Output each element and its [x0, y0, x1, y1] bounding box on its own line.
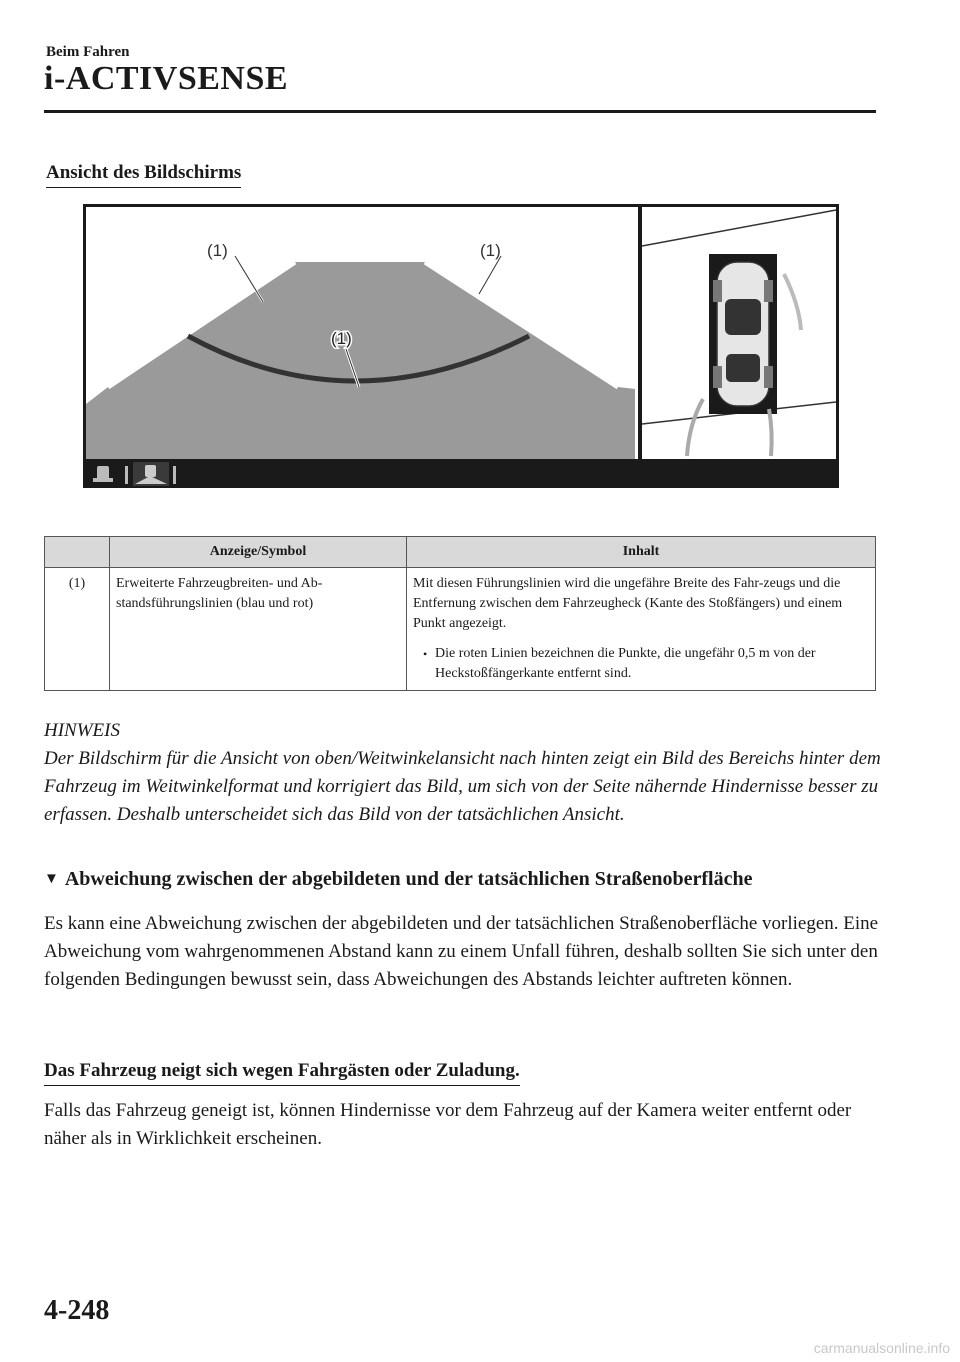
row-bullet-text: Die roten Linien bezeichnen die Punkte, die ungefähr 0,5 m von der Heckstoßfängerkante entfernt sind.	[435, 646, 816, 681]
condition-body: Falls das Fahrzeug geneigt ist, können Hindernisse vor dem Fahrzeug auf der Kamera weiter entfernt oder näher als in Wirklichkeit erscheinen.	[44, 1100, 852, 1149]
table-header-row	[45, 537, 876, 568]
callout-label-left: (1)	[207, 241, 228, 260]
chapter-title: i-ACTIVSENSE	[44, 60, 289, 97]
table-header-content: Inhalt	[407, 537, 876, 568]
triangle-down-icon: ▼	[44, 871, 59, 887]
header-rule	[44, 110, 876, 113]
car-top-icon	[709, 254, 777, 414]
table-header-symbol: Anzeige/Symbol	[110, 537, 407, 568]
row-content-cell	[407, 568, 876, 691]
bullet-dot-icon: •	[423, 647, 428, 661]
callout-label-center: (1)	[331, 329, 352, 348]
page-number: 4-248	[44, 1295, 110, 1326]
subsection-title: Abweichung zwischen der abgebildeten und der tatsächlichen Straßenoberfläche	[64, 868, 753, 890]
table-row	[45, 568, 876, 691]
watermark: carmanualsonline.info	[813, 1340, 950, 1356]
separator-icon-2	[173, 466, 176, 484]
subsection-body: Es kann eine Abweichung zwischen der abgebildeten und der tatsächlichen Straßenoberfläche vorliegen. Eine Abweichung vom wahrgenommenen Abstand kann zu einem Unfall führen, deshalb sollten Sie sich unter den folgenden Bedingungen bewusst sein, dass Abweichungen des Abstands leichter auftreten können.	[44, 913, 879, 990]
info-table	[44, 536, 876, 691]
section-label: Beim Fahren	[46, 44, 130, 60]
separator-icon	[125, 466, 128, 484]
condition-heading: Das Fahrzeug neigt sich wegen Fahrgästen oder Zuladung.	[44, 1060, 520, 1086]
row-num: (1)	[45, 568, 110, 691]
row-name: Erweiterte Fahrzeugbreiten- und Ab-standsführungslinien (blau und rot)	[110, 568, 407, 691]
wide-view-icon	[133, 462, 169, 486]
note-text: Der Bildschirm für die Ansicht von oben/Weitwinkelansicht nach hinten zeigt ein Bild des Bereichs hinter dem Fahrzeug im Weitwinkelformat und korrigiert das Bild, um sich von der Seite nähernde Hindernisse besser zu erfassen. Deshalb unterscheidet sich das Bild von der tatsächlichen Ansicht.	[44, 748, 881, 825]
callout-label-right: (1)	[480, 241, 501, 260]
view-heading: Ansicht des Bildschirms	[46, 162, 241, 188]
row-bullet	[413, 644, 869, 684]
row-content: Mit diesen Führungslinien wird die ungefähre Breite des Fahr-zeugs und die Entfernung zwischen dem Fahrzeugheck (Kante des Stoßfängers) und einem Punkt angezeigt.	[413, 576, 843, 631]
note-label: HINWEIS	[44, 720, 120, 741]
camera-view-figure	[83, 204, 839, 488]
table-header-num	[45, 537, 110, 568]
subsection-heading	[44, 868, 752, 891]
